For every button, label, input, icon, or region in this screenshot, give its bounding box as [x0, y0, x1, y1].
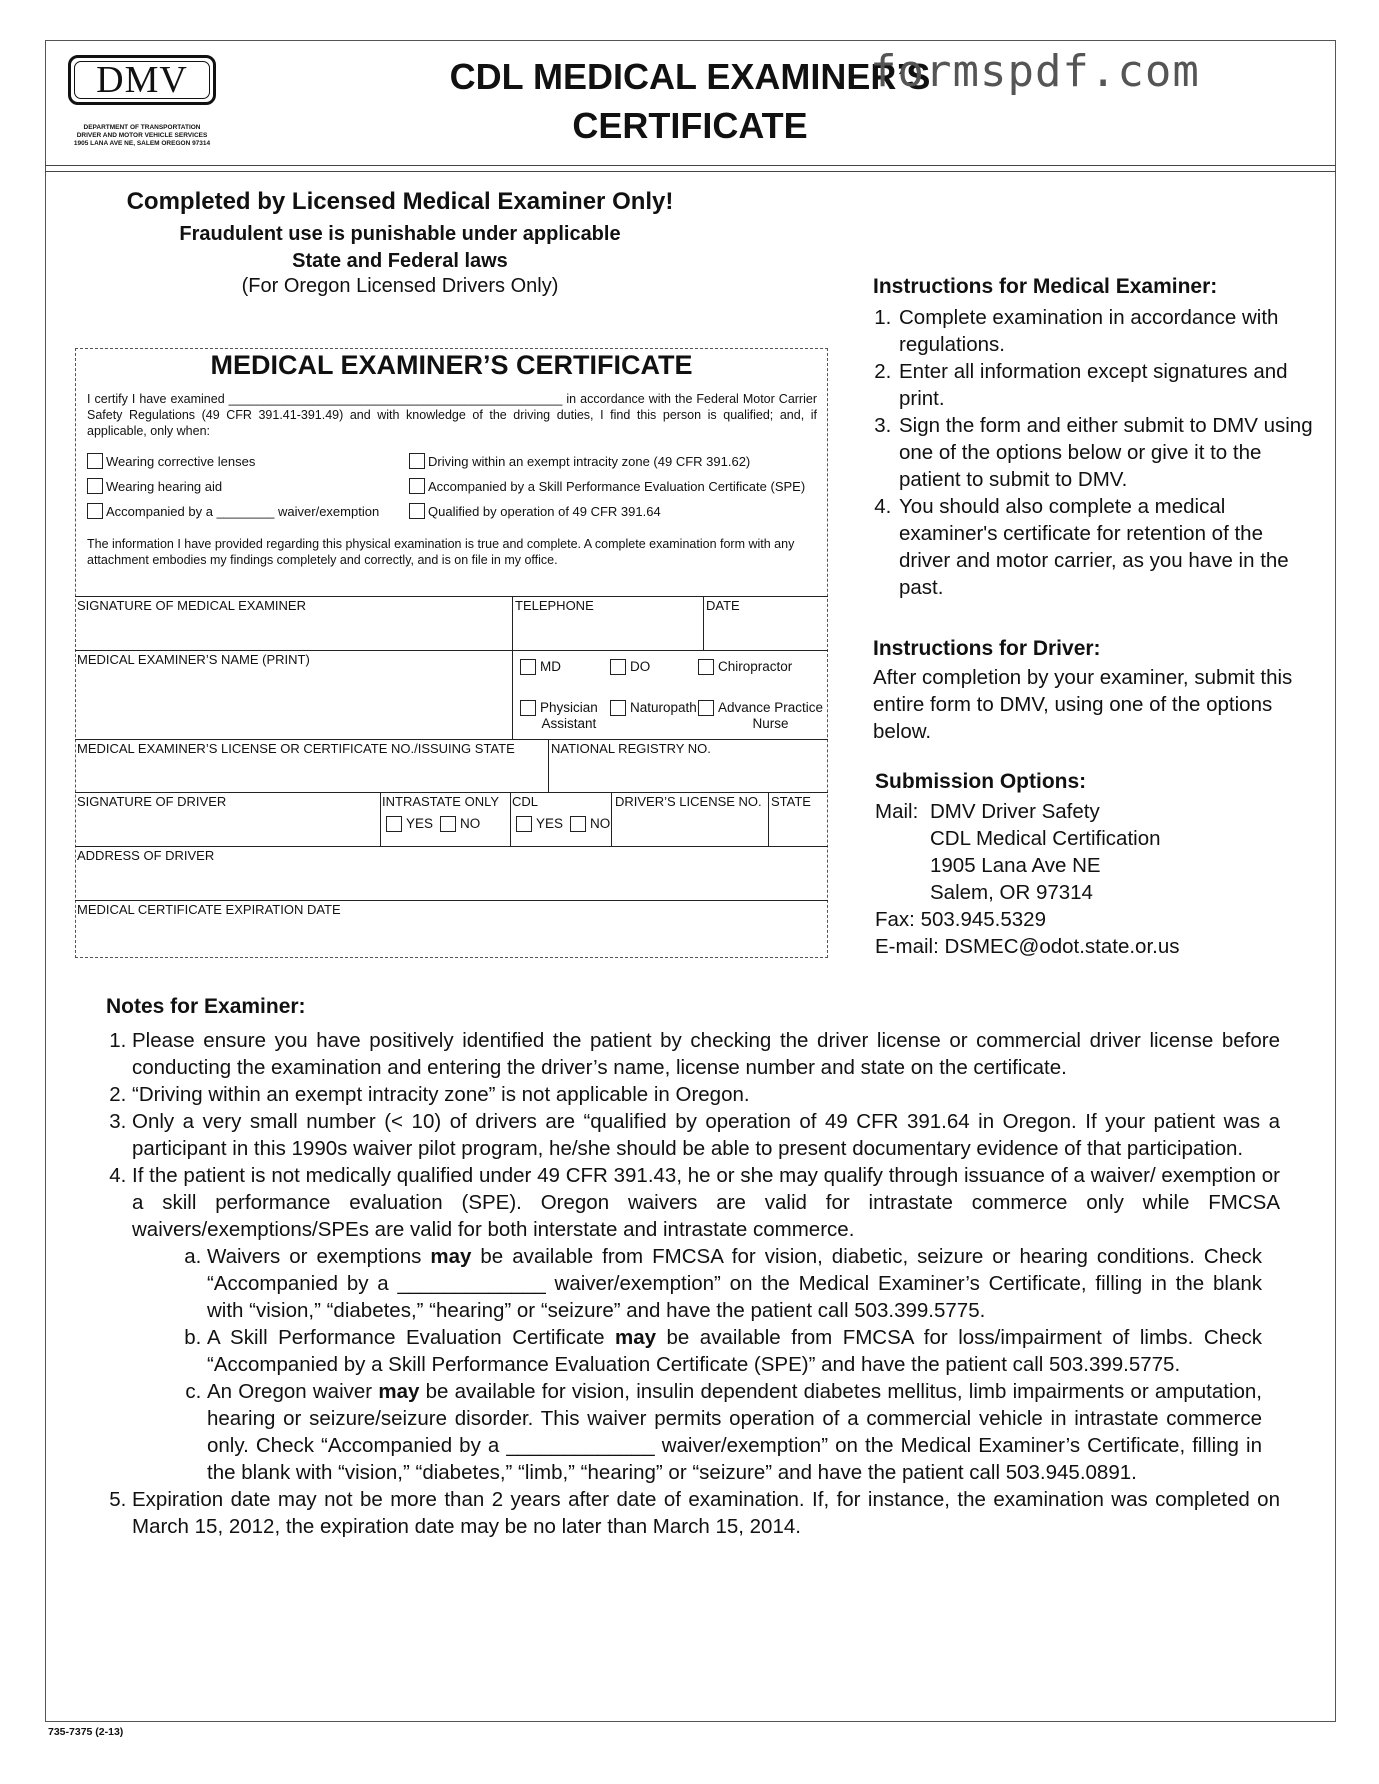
sub-note-item — [207, 1324, 1262, 1378]
option-label: Accompanied by a Skill Performance Evaluation Certificate (SPE) — [428, 478, 806, 494]
dept-line: DRIVER AND MOTOR VEHICLE SERVICES — [76, 132, 208, 139]
note-item: 3. Only a very small number (< 10) of drivers are “qualified by operation of 49 CFR 391.64 in Oregon. If your patient was a participant in this 1990s waiver pilot program, he/she should be able to present documentary evidence of that participation. — [132, 1108, 1280, 1162]
option-label: Accompanied by a ________ waiver/exemption — [106, 503, 380, 519]
option-label: Wearing hearing aid — [106, 478, 223, 494]
field-rule — [75, 846, 828, 847]
sub-note-item — [207, 1243, 1262, 1324]
intrastate-only-label: INTRASTATE ONLY — [382, 794, 500, 809]
field-divider — [611, 792, 612, 846]
field-divider — [548, 739, 549, 792]
option-waiver[interactable] — [87, 503, 379, 519]
type-physician-assistant[interactable] — [520, 700, 598, 732]
dept-line: 1905 LANA AVE NE, SALEM OREGON 97314 — [73, 140, 211, 147]
fax-number: Fax: 503.945.5329 — [875, 908, 1046, 931]
checkbox[interactable] — [409, 503, 425, 519]
cdl-label: CDL — [512, 794, 539, 809]
checkbox[interactable] — [409, 453, 425, 469]
checkbox[interactable] — [409, 478, 425, 494]
cdl-no[interactable] — [570, 816, 610, 832]
address-line: 1905 Lana Ave NE — [930, 854, 1101, 877]
note-item: 2. “Driving within an exempt intracity zone” is not applicable in Oregon. — [132, 1081, 1280, 1108]
note-emphasis: may — [614, 1326, 656, 1349]
driver-instructions: After completion by your examiner, submit this entire form to DMV, using one of the options below. — [873, 666, 1293, 743]
field-divider — [703, 596, 704, 650]
no-label: NO — [590, 816, 611, 831]
type-do[interactable] — [610, 659, 650, 675]
option-corrective-lenses[interactable] — [87, 453, 255, 469]
signature-driver-field[interactable]: SIGNATURE OF DRIVER — [77, 794, 227, 809]
intrastate-yes[interactable] — [386, 816, 433, 832]
signature-examiner-field[interactable]: SIGNATURE OF MEDICAL EXAMINER — [77, 598, 306, 613]
department-address — [56, 124, 228, 148]
address-line: DMV Driver Safety — [930, 800, 1100, 823]
cdl-yes[interactable] — [516, 816, 563, 832]
checkbox[interactable] — [516, 816, 532, 832]
title-line-2: CERTIFICATE — [572, 105, 808, 146]
header-divider-2 — [45, 171, 1336, 172]
option-hearing-aid[interactable] — [87, 478, 222, 494]
type-label: MD — [540, 659, 561, 674]
type-advance-practice-nurse[interactable] — [698, 700, 823, 732]
type-naturopath[interactable] — [610, 700, 697, 716]
no-label: NO — [460, 816, 481, 831]
option-label: Qualified by operation of 49 CFR 391.64 — [428, 503, 661, 519]
examiner-instructions — [873, 304, 1313, 601]
field-divider — [510, 792, 511, 846]
header-divider — [45, 165, 1336, 166]
type-label-line: Assistant — [541, 716, 597, 731]
note-text: be available from FMCSA for loss/impairment of limbs. Check “Accompanied by a Skill Performance Evaluation Certificate (SPE)” and have the patient call 503.399.5775. — [207, 1326, 1262, 1376]
note-text: be available for vision, insulin dependent diabetes mellitus, limb impairments or amputation, hearing or seizure/seizure disorder. This waiver permits operation of a commercial vehicle in intrastate commerce only. Check “Accompanied by a _____________ waiver/exemption” on the Medical Examiner’s Certificate, filling in the blank with “vision,” “diabetes,” “limb,” “hearing” or “seizure” and have the patient call 503.945.0891. — [207, 1380, 1262, 1484]
type-label: Naturopath — [630, 700, 697, 715]
list-item: 3. Sign the form and either submit to DMV using one of the options below or give it to the patient to submit to DMV. — [897, 412, 1313, 493]
yes-label: YES — [536, 816, 564, 831]
drivers-license-field[interactable]: DRIVER’S LICENSE NO. — [615, 794, 762, 809]
list-item: 2. Enter all information except signatures and print. — [897, 358, 1313, 412]
note-item: 5. Expiration date may not be more than 2 years after date of examination. If, for instance, the examination was completed on March 15, 2012, the expiration date may be no later than March 15, 2014. — [132, 1486, 1280, 1540]
notes-heading: Notes for Examiner: — [106, 995, 306, 1018]
field-divider — [512, 596, 513, 739]
attestation-text: The information I have provided regarding this physical examination is true and complete. A complete examination form with any attachment embodies my findings completely and correctly, and is on file in my office. — [87, 537, 795, 567]
type-label-line: Physician — [540, 700, 598, 715]
warning-line: Fraudulent use is punishable under applicable — [179, 223, 621, 245]
type-label — [540, 700, 598, 732]
email-address[interactable]: E-mail: DSMEC@odot.state.or.us — [875, 935, 1180, 958]
type-chiropractor[interactable] — [698, 659, 792, 675]
field-rule — [75, 650, 828, 651]
registry-number-field[interactable]: NATIONAL REGISTRY NO. — [551, 741, 711, 756]
dept-line: DEPARTMENT OF TRANSPORTATION — [83, 124, 201, 131]
checkbox[interactable] — [386, 816, 402, 832]
checkbox[interactable] — [698, 700, 714, 716]
note-text: If the patient is not medically qualified under 49 CFR 391.43, he or she may qualify through issuance of a waiver/ exemption or a skill performance evaluation (SPE). Oregon waivers are valid for intrastate commerce only while FMCSA waivers/exemptions/SPEs are valid for both interstate and intrastate commerce. — [132, 1164, 1280, 1241]
warning-line: State and Federal laws — [292, 250, 508, 272]
dmv-logo — [68, 55, 216, 105]
type-label — [718, 700, 823, 732]
field-rule — [75, 739, 828, 740]
note-text: An Oregon waiver — [207, 1380, 379, 1403]
driver-address-field[interactable]: ADDRESS OF DRIVER — [77, 848, 215, 863]
certificate-title: MEDICAL EXAMINER’S CERTIFICATE — [210, 350, 693, 380]
note-emphasis: may — [378, 1380, 420, 1403]
mail-label: Mail: — [875, 800, 919, 823]
checkbox[interactable] — [87, 453, 103, 469]
field-rule — [75, 900, 828, 901]
date-field[interactable]: DATE — [706, 598, 740, 613]
note-text: Waivers or exemptions — [207, 1245, 431, 1268]
examiner-name-field[interactable]: MEDICAL EXAMINER’S NAME (PRINT) — [77, 652, 310, 667]
option-spe[interactable] — [409, 478, 805, 494]
checkbox[interactable] — [520, 659, 536, 675]
type-label-line: Nurse — [752, 716, 789, 731]
note-item — [132, 1162, 1280, 1486]
type-label-line: Advance Practice — [718, 700, 824, 715]
yes-label: YES — [406, 816, 434, 831]
list-item: 1. Complete examination in accordance with regulations. — [897, 304, 1313, 358]
type-label: DO — [630, 659, 651, 674]
option-qualified-39164[interactable] — [409, 503, 661, 519]
checkbox[interactable] — [570, 816, 586, 832]
note-text: A Skill Performance Evaluation Certificate — [207, 1326, 615, 1349]
warning-heading: Completed by Licensed Medical Examiner Only! — [126, 188, 674, 215]
option-label: Driving within an exempt intracity zone (49 CFR 391.62) — [428, 453, 751, 469]
checkbox[interactable] — [520, 700, 536, 716]
field-rule — [75, 792, 828, 793]
oregon-only-note: (For Oregon Licensed Drivers Only) — [241, 275, 559, 297]
checkbox[interactable] — [440, 816, 456, 832]
dmv-logo-text: DMV — [74, 61, 210, 99]
checkbox[interactable] — [610, 700, 626, 716]
title-line-1: CDL MEDICAL EXAMINER’S — [449, 56, 931, 97]
field-divider — [380, 792, 381, 846]
certify-statement: I certify I have examined ________________________________________________ in accordance with the Federal Motor Carrier Safety Regulations (49 CFR 391.41-391.49) and with knowledge of the driving duties, I find this person is qualified; and, if applicable, only when: — [87, 392, 817, 438]
checkbox[interactable] — [87, 503, 103, 519]
driver-instructions-heading: Instructions for Driver: — [873, 637, 1101, 660]
option-label: Wearing corrective lenses — [106, 453, 256, 469]
note-text: be available from FMCSA for vision, diabetic, seizure or hearing conditions. Check “Accompanied by a _____________ waiver/exemption” on the Medical Examiner’s Certificate, filling in the blank with “vision,” “diabetes,” “hearing” or “seizure” and have the patient call 503.399.5775. — [207, 1245, 1262, 1322]
examiner-instructions-heading: Instructions for Medical Examiner: — [873, 275, 1218, 298]
checkbox[interactable] — [698, 659, 714, 675]
address-line: Salem, OR 97314 — [930, 881, 1093, 904]
submission-heading: Submission Options: — [875, 770, 1087, 793]
note-emphasis: may — [430, 1245, 472, 1268]
state-field[interactable]: STATE — [771, 794, 811, 809]
field-rule — [75, 596, 828, 597]
checkbox[interactable] — [87, 478, 103, 494]
notes-list — [110, 1027, 1280, 1540]
intrastate-no[interactable] — [440, 816, 480, 832]
warning-text — [100, 221, 700, 275]
watermark: formspdf.com — [870, 46, 1200, 97]
license-number-field[interactable]: MEDICAL EXAMINER’S LICENSE OR CERTIFICATE NO./ISSUING STATE — [77, 741, 515, 756]
sub-note-item — [207, 1378, 1262, 1486]
expiration-date-field[interactable]: MEDICAL CERTIFICATE EXPIRATION DATE — [77, 902, 341, 917]
field-divider — [768, 792, 769, 846]
form-number: 735-7375 (2-13) — [48, 1726, 124, 1738]
checkbox[interactable] — [610, 659, 626, 675]
note-item: 1. Please ensure you have positively identified the patient by checking the driver license or commercial driver license before conducting the examination and entering the driver’s name, license number and state on the certificate. — [132, 1027, 1280, 1081]
type-md[interactable] — [520, 659, 561, 675]
address-line: CDL Medical Certification — [930, 827, 1161, 850]
option-intracity[interactable] — [409, 453, 750, 469]
type-label: Chiropractor — [718, 659, 793, 674]
list-item: 4. You should also complete a medical examiner's certificate for retention of the driver and motor carrier, as you have in the past. — [897, 493, 1313, 601]
telephone-field[interactable]: TELEPHONE — [515, 598, 594, 613]
mail-address — [930, 798, 1161, 906]
